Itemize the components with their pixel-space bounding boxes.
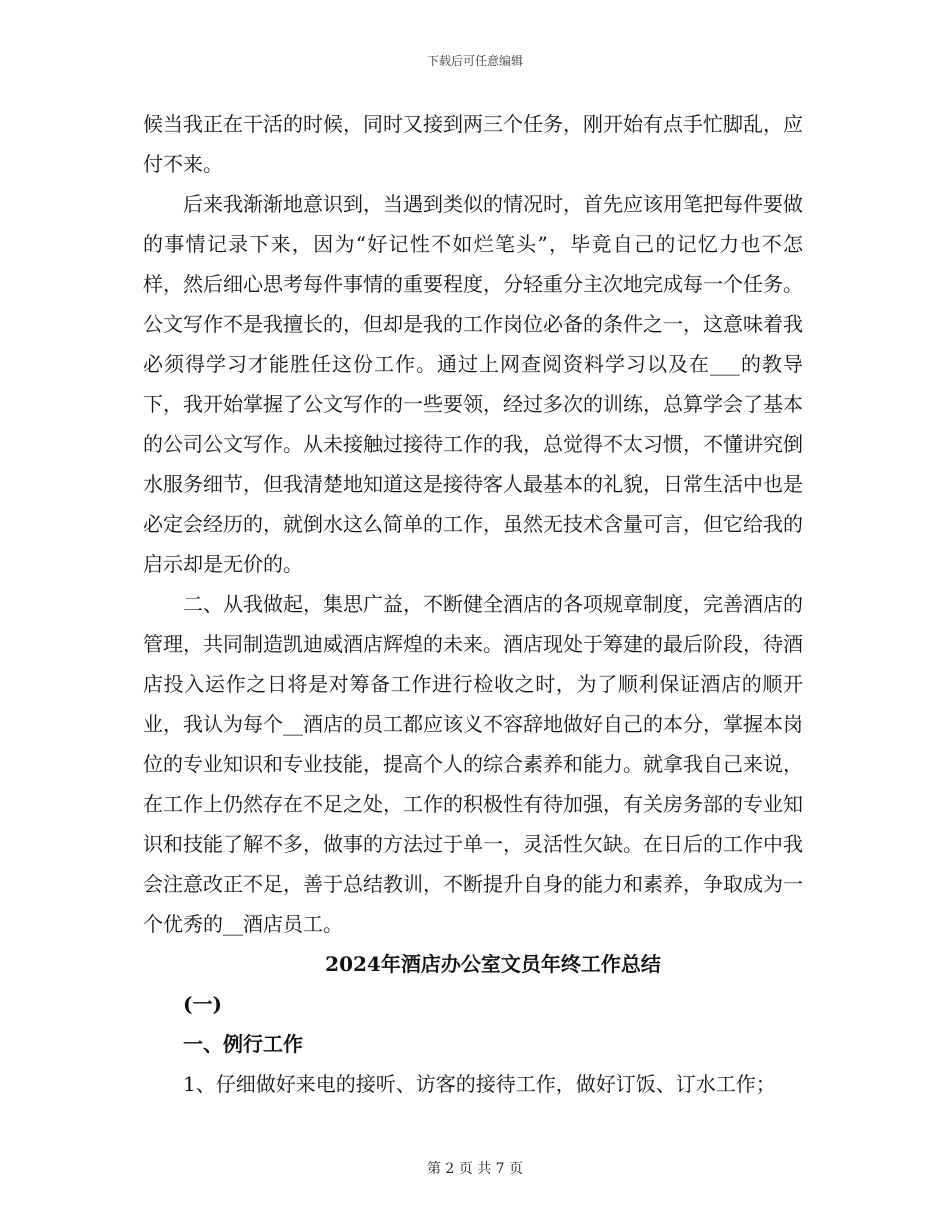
document-title: 2024年酒店办公室文员年终工作总结 xyxy=(325,952,661,976)
document-body xyxy=(143,104,803,1104)
paragraph-section-two: 二、从我做起，集思广益，不断健全酒店的各项规章制度，完善酒店的管理，共同制造凯迪威酒店辉煌的未来。酒店现处于筹建的最后阶段，待酒店投入运作之日将是对筹备工作进行检收之时，为了顺利保证酒店的顺开业，我认为每个__酒店的员工都应该义不容辞地做好自己的本分，掌握本岗位的专业知识和专业技能，提高个人的综合素养和能力。就拿我自己来说，在工作上仍然存在不足之处，工作的积极性有待加强，有关房务部的专业知识和技能了解不多，做事的方法过于单一，灵活性欠缺。在日后的工作中我会注意改正不足，善于总结教训，不断提升自身的能力和素养，争取成为一个优秀的__酒店员工。 xyxy=(143,592,803,936)
paragraph-continuation: 候当我正在干活的时候，同时又接到两三个任务，刚开始有点手忙脚乱，应付不来。 xyxy=(143,112,803,176)
page-number: 第 2 页 共 7 页 xyxy=(426,1161,524,1177)
list-item: 1、仔细做好来电的接听、访客的接待工作，做好订饭、订水工作； xyxy=(183,1072,776,1096)
header-note: 下载后可任意编辑 xyxy=(426,54,523,68)
paragraph-realization: 后来我渐渐地意识到，当遇到类似的情况时，首先应该用笔把每件要做的事情记录下来，因为“好记性不如烂笔头”，毕竟自己的记忆力也不怎样，然后细心思考每件事情的重要程度，分轻重分主次地完成每一个任务。公文写作不是我擅长的，但却是我的工作岗位必备的条件之一，这意味着我必须得学习才能胜任这份工作。通过上网查阅资料学习以及在___的教导下，我开始掌握了公文写作的一些要领，经过多次的训练，总算学会了基本的公司公文写作。从未接触过接待工作的我，总觉得不太习惯，不懂讲究倒水服务细节，但我清楚地知道这是接待客人最基本的礼貌，日常生活中也是必定会经历的，就倒水这么简单的工作，虽然无技术含量可言，但它给我的启示却是无价的。 xyxy=(143,192,803,576)
section-marker: (一) xyxy=(183,992,222,1016)
section-heading: 一、例行工作 xyxy=(183,1032,303,1056)
